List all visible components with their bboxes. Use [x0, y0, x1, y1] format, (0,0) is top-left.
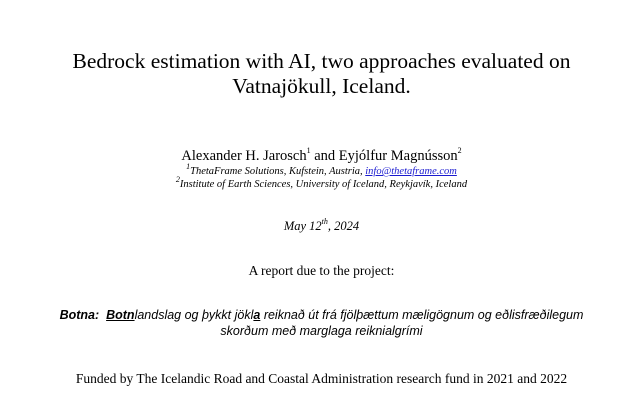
paper-title-line-2: Vatnajökull, Iceland. — [232, 74, 411, 98]
contact-email-link[interactable]: info@thetaframe.com — [365, 166, 457, 177]
paper-title-line-1: Bedrock estimation with AI, two approaches evaluated on — [72, 49, 571, 73]
author-2-affiliation-mark: 2 — [457, 146, 462, 156]
project-acronym-source-2: a — [253, 308, 261, 322]
author-2-name: Eyjólfur Magnússon — [338, 148, 458, 164]
paper-title — [0, 49, 643, 99]
project-title-line-2: skorðum með marglaga reiknialgrími — [220, 324, 423, 338]
affiliation-1-text: ThetaFrame Solutions, Kufstein, Austria, — [190, 166, 366, 177]
affiliation-2-mark: 2 — [175, 174, 180, 184]
affiliation-2-text: Institute of Earth Sciences, University of Iceland, Reykjavík, Iceland — [179, 179, 468, 190]
affiliation-2 — [0, 174, 643, 191]
project-title-text-1: landslag og þykkt jökl — [134, 308, 254, 322]
date-ordinal-suffix: th — [321, 216, 328, 226]
report-label: A report due to the project: — [248, 263, 395, 278]
affiliation-1 — [0, 161, 643, 178]
report-date — [0, 216, 643, 233]
author-list — [0, 148, 643, 165]
affiliation-1-mark: 1 — [186, 161, 191, 171]
date-year: , 2024 — [327, 219, 360, 233]
funding-statement: Funded by The Icelandic Road and Coastal Administration research fund in 2021 and 2022 — [75, 371, 568, 386]
author-1-affiliation-mark: 1 — [306, 146, 311, 156]
date-day: May 12 — [283, 219, 322, 233]
author-conjunction: and — [310, 148, 339, 164]
author-1-name: Alexander H. Jarosch — [181, 148, 307, 164]
project-acronym: Botna: — [59, 308, 100, 322]
project-title-line-1 — [40, 307, 603, 323]
project-acronym-source-1: Botn — [106, 308, 135, 322]
project-title-text-2: reiknað út frá fjölþættum mæligögnum og eðlisfræðilegum — [260, 308, 584, 322]
project-title — [40, 307, 603, 339]
